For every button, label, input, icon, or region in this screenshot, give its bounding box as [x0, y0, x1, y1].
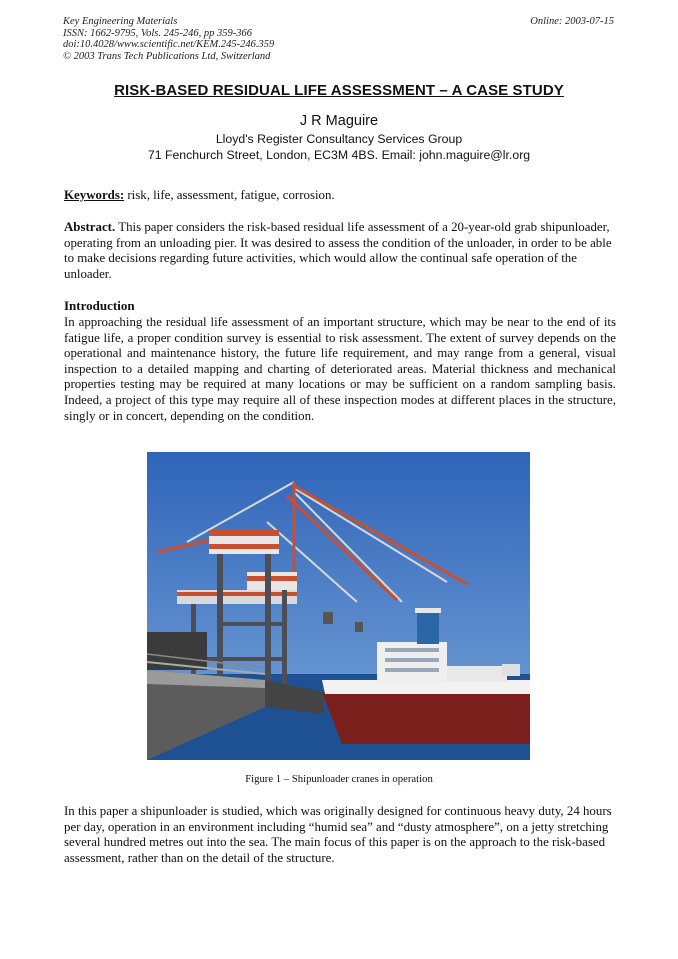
author-name: J R Maguire — [299, 113, 379, 129]
doi-line: doi:10.4028/www.scientific.net/KEM.245-246.359 — [63, 39, 275, 50]
shipunloader-illustration — [147, 452, 530, 760]
affiliation-address: 71 Fenchurch Street, London, EC3M 4BS. Email: john.maguire@lr.org — [147, 148, 531, 162]
affiliation — [0, 131, 678, 163]
journal-name: Key Engineering Materials — [63, 16, 178, 27]
abstract-text: This paper considers the risk-based residual life assessment of a 20-year-old grab shipunloader, operating from an unloading pier. It was desired to assess the condition of the unloader, in order to be able to make decisions regarding future activities, which would allow the continual safe operation of the unloader. — [64, 220, 612, 281]
keywords — [64, 188, 616, 204]
affiliation-org: Lloyd's Register Consultancy Services Group — [215, 132, 463, 146]
introduction-heading: Introduction — [64, 298, 135, 313]
abstract — [64, 220, 616, 282]
shipunloader-photo — [147, 452, 530, 760]
online-date: Online: 2003-07-15 — [530, 16, 614, 27]
journal-header — [63, 16, 274, 62]
keywords-label: Keywords: — [64, 188, 125, 202]
abstract-label: Abstract. — [64, 220, 116, 234]
issn-line: ISSN: 1662-9795, Vols. 245-246, pp 359-366 — [63, 27, 252, 39]
keywords-text: risk, life, assessment, fatigue, corrosion. — [124, 188, 335, 202]
paper-title: RISK-BASED RESIDUAL LIFE ASSESSMENT – A CASE STUDY — [114, 82, 564, 99]
figure-caption: Figure 1 – Shipunloader cranes in operation — [245, 773, 433, 785]
body-paragraph: In this paper a shipunloader is studied, which was originally designed for continuous heavy duty, 24 hours per day, operation in an environment including “humid sea” and “dusty atmosphere”, on a jetty stretching several hundred metres out into the sea. The main focus of this paper is on the approach to the risk-based assessment, rather than on the detail of the structure. — [64, 804, 612, 865]
copyright-line: © 2003 Trans Tech Publications Ltd, Switzerland — [63, 50, 271, 62]
introduction-text: In approaching the residual life assessment of an important structure, which may be near to the end of its fatigue life, a proper condition survey is essential to risk assessment. The extent of survey depends on the operational and maintenance history, the future life requirement, and may range from a general, visual inspection to a detailed mapping and charting of deteriorated areas. Material thickness and mechanical properties testing may be required at many locations or may be sufficient on a random sampling basis. Indeed, a project of this type may require all of these inspection modes at different places in the structure, singly or in concert, depending on the condition. — [64, 315, 616, 423]
